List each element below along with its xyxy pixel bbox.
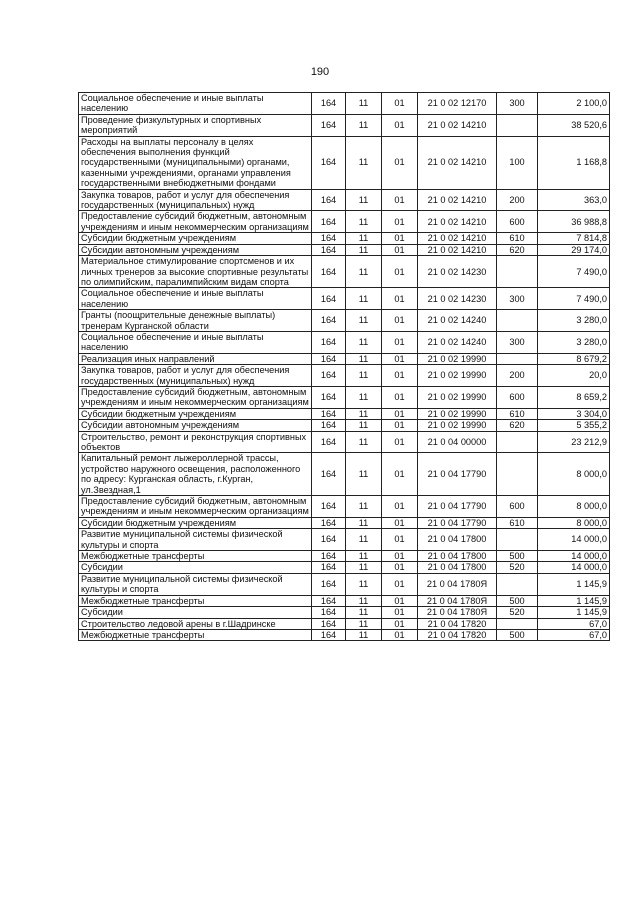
expense-type-cell: 300 — [497, 331, 538, 353]
row-name-cell: Субсидии автономным учреждениям — [79, 420, 312, 431]
expense-type-cell: 520 — [497, 562, 538, 573]
row-name-cell: Субсидии — [79, 562, 312, 573]
table-row — [79, 288, 610, 310]
target-article-cell: 21 0 02 19990 — [418, 386, 497, 408]
amount-cell: 14 000,0 — [538, 562, 610, 573]
table-row — [79, 529, 610, 551]
section-code-cell: 11 — [346, 233, 382, 244]
subsection-code-cell: 01 — [382, 93, 418, 115]
ministry-code-cell: 164 — [312, 353, 346, 364]
row-name-cell: Гранты (поощрительные денежные выплаты) тренерам Курганской области — [79, 310, 312, 332]
subsection-code-cell: 01 — [382, 496, 418, 518]
ministry-code-cell: 164 — [312, 573, 346, 595]
expense-type-cell: 600 — [497, 211, 538, 233]
subsection-code-cell: 01 — [382, 211, 418, 233]
row-name-cell: Материальное стимулирование спортсменов и их личных тренеров за высокие спортивные результаты по олимпийским, паралимпийским видам спорта — [79, 256, 312, 288]
target-article-cell: 21 0 02 19990 — [418, 365, 497, 387]
expense-type-cell — [497, 453, 538, 496]
section-code-cell: 11 — [346, 353, 382, 364]
ministry-code-cell: 164 — [312, 618, 346, 629]
table-row — [79, 93, 610, 115]
section-code-cell: 11 — [346, 386, 382, 408]
amount-cell: 23 212,9 — [538, 431, 610, 453]
amount-cell: 36 988,8 — [538, 211, 610, 233]
table-row — [79, 114, 610, 136]
section-code-cell: 11 — [346, 529, 382, 551]
section-code-cell: 11 — [346, 517, 382, 528]
amount-cell: 2 100,0 — [538, 93, 610, 115]
amount-cell: 38 520,6 — [538, 114, 610, 136]
table-row — [79, 562, 610, 573]
subsection-code-cell: 01 — [382, 244, 418, 255]
expense-type-cell: 600 — [497, 386, 538, 408]
ministry-code-cell: 164 — [312, 551, 346, 562]
subsection-code-cell: 01 — [382, 453, 418, 496]
section-code-cell: 11 — [346, 114, 382, 136]
ministry-code-cell: 164 — [312, 211, 346, 233]
row-name-cell: Межбюджетные трансферты — [79, 629, 312, 640]
target-article-cell: 21 0 04 17800 — [418, 562, 497, 573]
target-article-cell: 21 0 02 19990 — [418, 420, 497, 431]
expense-type-cell: 200 — [497, 365, 538, 387]
expense-type-cell: 300 — [497, 288, 538, 310]
amount-cell: 8 000,0 — [538, 517, 610, 528]
amount-cell: 363,0 — [538, 189, 610, 211]
table-row — [79, 431, 610, 453]
section-code-cell: 11 — [346, 453, 382, 496]
target-article-cell: 21 0 02 14240 — [418, 310, 497, 332]
row-name-cell: Реализация иных направлений — [79, 353, 312, 364]
amount-cell: 8 000,0 — [538, 496, 610, 518]
expense-type-cell: 100 — [497, 136, 538, 189]
section-code-cell: 11 — [346, 93, 382, 115]
target-article-cell: 21 0 04 17790 — [418, 453, 497, 496]
amount-cell: 67,0 — [538, 629, 610, 640]
amount-cell: 67,0 — [538, 618, 610, 629]
subsection-code-cell: 01 — [382, 136, 418, 189]
ministry-code-cell: 164 — [312, 453, 346, 496]
row-name-cell: Закупка товаров, работ и услуг для обеспечения государственных (муниципальных) нужд — [79, 189, 312, 211]
section-code-cell: 11 — [346, 573, 382, 595]
target-article-cell: 21 0 02 14210 — [418, 244, 497, 255]
target-article-cell: 21 0 04 17820 — [418, 629, 497, 640]
section-code-cell: 11 — [346, 551, 382, 562]
ministry-code-cell: 164 — [312, 93, 346, 115]
section-code-cell: 11 — [346, 607, 382, 618]
expense-type-cell — [497, 573, 538, 595]
subsection-code-cell: 01 — [382, 256, 418, 288]
amount-cell: 1 145,9 — [538, 573, 610, 595]
row-name-cell: Строительство, ремонт и реконструкция спортивных объектов — [79, 431, 312, 453]
subsection-code-cell: 01 — [382, 233, 418, 244]
section-code-cell: 11 — [346, 629, 382, 640]
row-name-cell: Расходы на выплаты персоналу в целях обеспечения выполнения функций государственными (муниципальными) органами, казенными учреждениями, органами управления государственными внебюджетными фондами — [79, 136, 312, 189]
expense-type-cell: 500 — [497, 629, 538, 640]
row-name-cell: Межбюджетные трансферты — [79, 551, 312, 562]
row-name-cell: Строительство ледовой арены в г.Шадринске — [79, 618, 312, 629]
target-article-cell: 21 0 02 14210 — [418, 211, 497, 233]
ministry-code-cell: 164 — [312, 288, 346, 310]
expense-type-cell: 600 — [497, 496, 538, 518]
row-name-cell: Субсидии автономным учреждениям — [79, 244, 312, 255]
expense-type-cell — [497, 431, 538, 453]
table-row — [79, 136, 610, 189]
amount-cell: 3 304,0 — [538, 408, 610, 419]
ministry-code-cell: 164 — [312, 331, 346, 353]
table-row — [79, 618, 610, 629]
row-name-cell: Субсидии бюджетным учреждениям — [79, 408, 312, 419]
subsection-code-cell: 01 — [382, 629, 418, 640]
table-row — [79, 573, 610, 595]
table-row — [79, 453, 610, 496]
subsection-code-cell: 01 — [382, 420, 418, 431]
ministry-code-cell: 164 — [312, 562, 346, 573]
row-name-cell: Проведение физкультурных и спортивных мероприятий — [79, 114, 312, 136]
expense-type-cell — [497, 310, 538, 332]
ministry-code-cell: 164 — [312, 517, 346, 528]
section-code-cell: 11 — [346, 562, 382, 573]
target-article-cell: 21 0 02 14230 — [418, 256, 497, 288]
expense-type-cell: 500 — [497, 595, 538, 606]
section-code-cell: 11 — [346, 310, 382, 332]
amount-cell: 3 280,0 — [538, 310, 610, 332]
table-row — [79, 386, 610, 408]
target-article-cell: 21 0 04 17820 — [418, 618, 497, 629]
subsection-code-cell: 01 — [382, 562, 418, 573]
target-article-cell: 21 0 02 14210 — [418, 189, 497, 211]
section-code-cell: 11 — [346, 331, 382, 353]
amount-cell: 7 814,8 — [538, 233, 610, 244]
page-number: 190 — [310, 66, 330, 78]
expense-type-cell: 610 — [497, 408, 538, 419]
expense-type-cell — [497, 529, 538, 551]
amount-cell: 7 490,0 — [538, 256, 610, 288]
section-code-cell: 11 — [346, 244, 382, 255]
amount-cell: 7 490,0 — [538, 288, 610, 310]
ministry-code-cell: 164 — [312, 420, 346, 431]
section-code-cell: 11 — [346, 256, 382, 288]
target-article-cell: 21 0 04 1780Я — [418, 595, 497, 606]
ministry-code-cell: 164 — [312, 408, 346, 419]
target-article-cell: 21 0 02 14210 — [418, 233, 497, 244]
target-article-cell: 21 0 02 14240 — [418, 331, 497, 353]
amount-cell: 1 145,9 — [538, 607, 610, 618]
subsection-code-cell: 01 — [382, 365, 418, 387]
subsection-code-cell: 01 — [382, 573, 418, 595]
row-name-cell: Предоставление субсидий бюджетным, автономным учреждениям и иным некоммерческим организациям — [79, 496, 312, 518]
target-article-cell: 21 0 04 17790 — [418, 517, 497, 528]
amount-cell: 5 355,2 — [538, 420, 610, 431]
expense-type-cell — [497, 618, 538, 629]
target-article-cell: 21 0 02 12170 — [418, 93, 497, 115]
target-article-cell: 21 0 02 19990 — [418, 408, 497, 419]
table-row — [79, 496, 610, 518]
row-name-cell: Капитальный ремонт лыжероллерной трассы, устройство наружного освещения, расположенного по адресу: Курганская область, г.Курган, ул.Звездная,1 — [79, 453, 312, 496]
amount-cell: 8 659,2 — [538, 386, 610, 408]
ministry-code-cell: 164 — [312, 365, 346, 387]
subsection-code-cell: 01 — [382, 607, 418, 618]
amount-cell: 8 679,2 — [538, 353, 610, 364]
table-body — [79, 93, 610, 641]
ministry-code-cell: 164 — [312, 496, 346, 518]
table-row — [79, 517, 610, 528]
target-article-cell: 21 0 04 17800 — [418, 529, 497, 551]
section-code-cell: 11 — [346, 431, 382, 453]
section-code-cell: 11 — [346, 496, 382, 518]
expense-type-cell: 610 — [497, 233, 538, 244]
ministry-code-cell: 164 — [312, 386, 346, 408]
target-article-cell: 21 0 02 14230 — [418, 288, 497, 310]
table-row — [79, 365, 610, 387]
expense-type-cell — [497, 353, 538, 364]
target-article-cell: 21 0 02 19990 — [418, 353, 497, 364]
row-name-cell: Социальное обеспечение и иные выплаты населению — [79, 288, 312, 310]
target-article-cell: 21 0 02 14210 — [418, 136, 497, 189]
table-row — [79, 607, 610, 618]
subsection-code-cell: 01 — [382, 431, 418, 453]
target-article-cell: 21 0 04 00000 — [418, 431, 497, 453]
row-name-cell: Развитие муниципальной системы физической культуры и спорта — [79, 573, 312, 595]
subsection-code-cell: 01 — [382, 551, 418, 562]
ministry-code-cell: 164 — [312, 310, 346, 332]
section-code-cell: 11 — [346, 189, 382, 211]
table-row — [79, 310, 610, 332]
section-code-cell: 11 — [346, 420, 382, 431]
section-code-cell: 11 — [346, 288, 382, 310]
row-name-cell: Межбюджетные трансферты — [79, 595, 312, 606]
subsection-code-cell: 01 — [382, 189, 418, 211]
target-article-cell: 21 0 04 1780Я — [418, 607, 497, 618]
table-row — [79, 629, 610, 640]
target-article-cell: 21 0 04 1780Я — [418, 573, 497, 595]
expense-type-cell: 620 — [497, 420, 538, 431]
row-name-cell: Социальное обеспечение и иные выплаты населению — [79, 331, 312, 353]
table-row — [79, 331, 610, 353]
budget-table — [78, 92, 610, 641]
table-row — [79, 595, 610, 606]
subsection-code-cell: 01 — [382, 331, 418, 353]
expense-type-cell — [497, 114, 538, 136]
expense-type-cell: 610 — [497, 517, 538, 528]
ministry-code-cell: 164 — [312, 114, 346, 136]
section-code-cell: 11 — [346, 365, 382, 387]
subsection-code-cell: 01 — [382, 353, 418, 364]
amount-cell: 29 174,0 — [538, 244, 610, 255]
expense-type-cell: 300 — [497, 93, 538, 115]
ministry-code-cell: 164 — [312, 136, 346, 189]
amount-cell: 14 000,0 — [538, 551, 610, 562]
amount-cell: 20,0 — [538, 365, 610, 387]
amount-cell: 1 145,9 — [538, 595, 610, 606]
table-row — [79, 256, 610, 288]
ministry-code-cell: 164 — [312, 595, 346, 606]
target-article-cell: 21 0 04 17790 — [418, 496, 497, 518]
subsection-code-cell: 01 — [382, 595, 418, 606]
subsection-code-cell: 01 — [382, 288, 418, 310]
ministry-code-cell: 164 — [312, 431, 346, 453]
expense-type-cell — [497, 256, 538, 288]
table-row — [79, 551, 610, 562]
row-name-cell: Субсидии бюджетным учреждениям — [79, 517, 312, 528]
subsection-code-cell: 01 — [382, 408, 418, 419]
amount-cell: 1 168,8 — [538, 136, 610, 189]
subsection-code-cell: 01 — [382, 114, 418, 136]
ministry-code-cell: 164 — [312, 189, 346, 211]
table-row — [79, 211, 610, 233]
subsection-code-cell: 01 — [382, 310, 418, 332]
table-row — [79, 244, 610, 255]
subsection-code-cell: 01 — [382, 529, 418, 551]
row-name-cell: Субсидии — [79, 607, 312, 618]
table-row — [79, 353, 610, 364]
target-article-cell: 21 0 04 17800 — [418, 551, 497, 562]
ministry-code-cell: 164 — [312, 233, 346, 244]
section-code-cell: 11 — [346, 408, 382, 419]
target-article-cell: 21 0 02 14210 — [418, 114, 497, 136]
section-code-cell: 11 — [346, 211, 382, 233]
ministry-code-cell: 164 — [312, 256, 346, 288]
subsection-code-cell: 01 — [382, 386, 418, 408]
section-code-cell: 11 — [346, 595, 382, 606]
section-code-cell: 11 — [346, 136, 382, 189]
row-name-cell: Субсидии бюджетным учреждениям — [79, 233, 312, 244]
row-name-cell: Развитие муниципальной системы физической культуры и спорта — [79, 529, 312, 551]
ministry-code-cell: 164 — [312, 529, 346, 551]
row-name-cell: Закупка товаров, работ и услуг для обеспечения государственных (муниципальных) нужд — [79, 365, 312, 387]
table-row — [79, 408, 610, 419]
row-name-cell: Предоставление субсидий бюджетным, автономным учреждениям и иным некоммерческим организациям — [79, 386, 312, 408]
expense-type-cell: 520 — [497, 607, 538, 618]
ministry-code-cell: 164 — [312, 244, 346, 255]
row-name-cell: Социальное обеспечение и иные выплаты населению — [79, 93, 312, 115]
amount-cell: 8 000,0 — [538, 453, 610, 496]
table-row — [79, 420, 610, 431]
table-row — [79, 233, 610, 244]
amount-cell: 14 000,0 — [538, 529, 610, 551]
expense-type-cell: 200 — [497, 189, 538, 211]
expense-type-cell: 500 — [497, 551, 538, 562]
amount-cell: 3 280,0 — [538, 331, 610, 353]
row-name-cell: Предоставление субсидий бюджетным, автономным учреждениям и иным некоммерческим организациям — [79, 211, 312, 233]
section-code-cell: 11 — [346, 618, 382, 629]
subsection-code-cell: 01 — [382, 618, 418, 629]
subsection-code-cell: 01 — [382, 517, 418, 528]
table-row — [79, 189, 610, 211]
expense-type-cell: 620 — [497, 244, 538, 255]
ministry-code-cell: 164 — [312, 629, 346, 640]
ministry-code-cell: 164 — [312, 607, 346, 618]
